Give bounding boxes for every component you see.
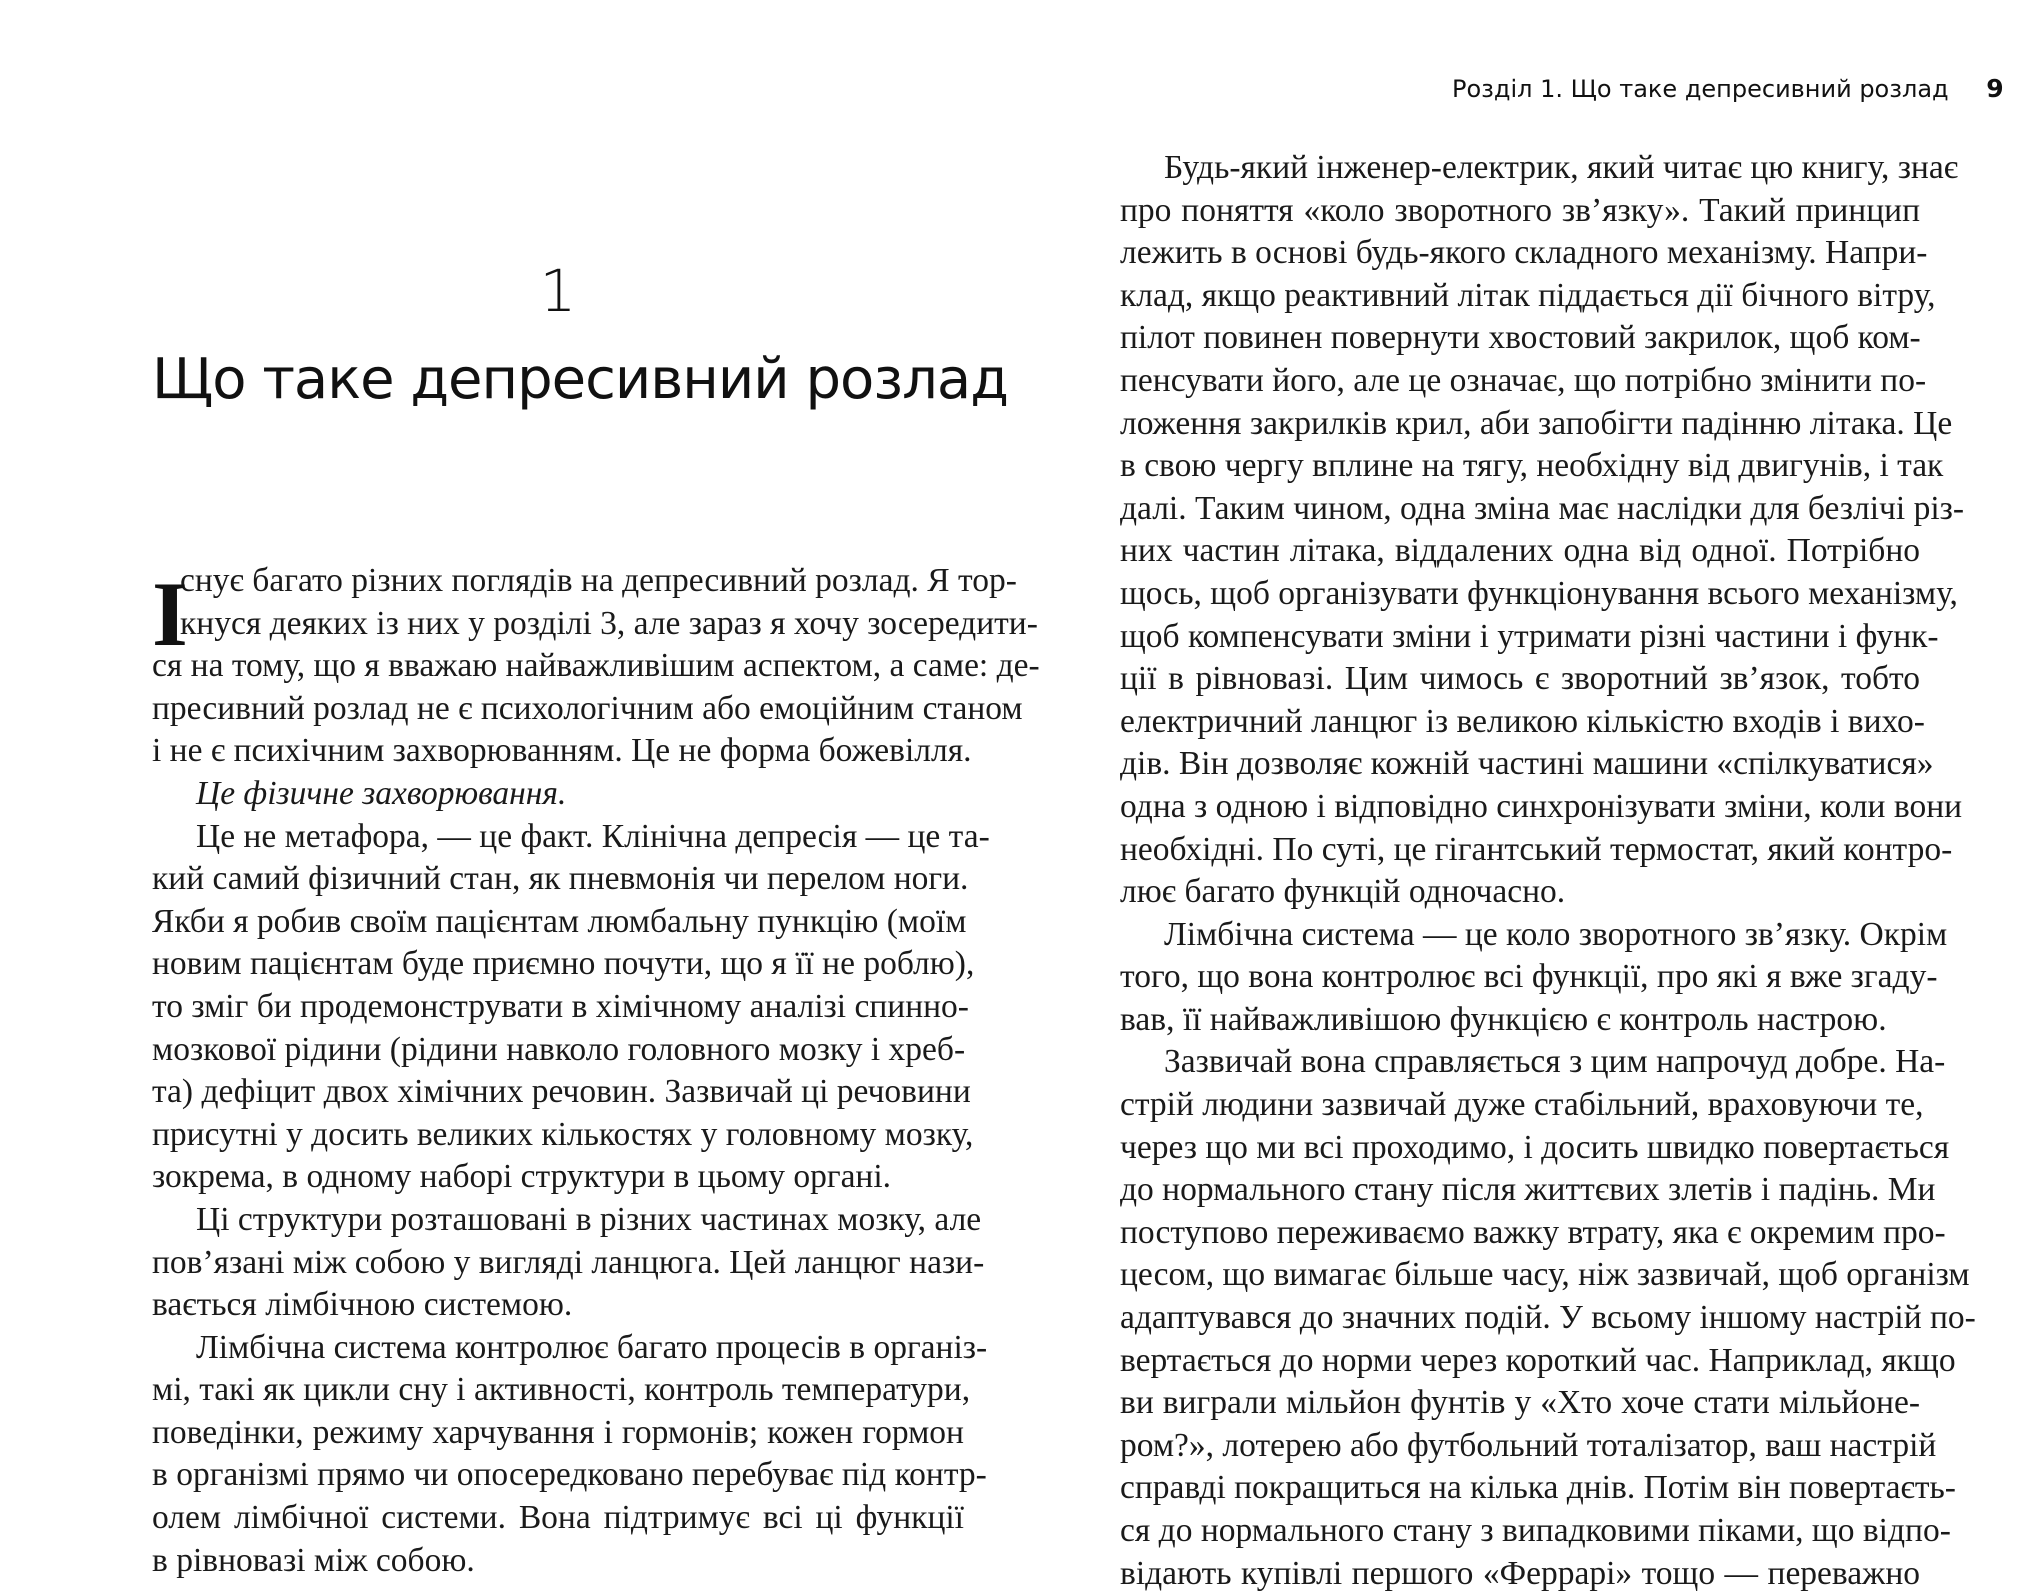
text-line: одна з одною і відповідно синхронізувати зміни, коли вони xyxy=(1120,787,1963,825)
page-number: 9 xyxy=(1986,74,2004,103)
text-line: пов’язані між собою у вигляді ланцюга. Цей ланцюг нази- xyxy=(152,1243,985,1281)
chapter-number: 1 xyxy=(539,257,577,325)
text-line: ції в рівновазі. Цим чимось є зворотний зв’язок, тобто xyxy=(1120,660,1920,698)
text-line: адаптувався до значних подій. У всьому іншому настрій по- xyxy=(1120,1299,1976,1337)
text-line: то зміг би продемонструвати в хімічному аналізі спинно- xyxy=(152,987,969,1025)
running-head xyxy=(1452,74,2004,103)
text-line: Лімбічна система — це коло зворотного зв’язку. Окрім xyxy=(1164,915,1948,953)
text-line: щоб компенсувати зміни і утримати різні частини і функ- xyxy=(1120,617,1939,655)
text-line: щось, щоб організувати функціонування всього механізму, xyxy=(1120,574,1958,612)
text-line: Лімбічна система контролює багато процесів в організ- xyxy=(196,1328,988,1366)
text-line: присутні у досить великих кількостях у головному мозку, xyxy=(152,1115,974,1153)
text-line: олем лімбічної системи. Вона підтримує всі ці функції xyxy=(152,1499,964,1537)
text-line: пілот повинен повернути хвостовий закрилок, щоб ком- xyxy=(1120,319,1921,357)
text-line: в свою чергу вплине на тягу, необхідну від двигунів, і так xyxy=(1120,447,1944,485)
running-head-title: Розділ 1. Що таке депресивний розлад xyxy=(1452,75,1949,103)
text-line: зокрема, в одному наборі структури в цьому органі. xyxy=(152,1158,892,1196)
text-line: Будь-який інженер-електрик, який читає цю книгу, знає xyxy=(1164,149,1959,186)
right-page-lines xyxy=(1120,147,1976,1595)
text-line: в рівновазі між собою. xyxy=(152,1541,475,1579)
text-line: пенсувати його, але це означає, що потрібно змінити по- xyxy=(1120,361,1927,399)
text-line: клад, якщо реактивний літак піддається дії бічного вітру, xyxy=(1120,276,1936,314)
text-line: снує багато різних поглядів на депресивний розлад. Я тор- xyxy=(180,562,1017,599)
text-line: пресивний розлад не є психологічним або емоційним станом xyxy=(152,689,1023,727)
text-line: електричний ланцюг із великою кількістю входів і вихо- xyxy=(1120,702,1925,740)
text-line: про поняття «коло зворотного зв’язку». Такий принцип xyxy=(1120,191,1920,229)
text-line: через що ми всі проходимо, і досить швидко повертається xyxy=(1120,1128,1950,1166)
text-line: Зазвичай вона справляється з цим напрочуд добре. На- xyxy=(1164,1043,1946,1081)
text-line: відають купівлі першого «Феррарі» тощо — переважно xyxy=(1120,1554,1920,1592)
text-line: них частин літака, віддалених одна від одної. Потрібно xyxy=(1120,532,1920,570)
text-line: Це фізичне захворювання. xyxy=(196,774,567,812)
text-line: поведінки, режиму харчування і гормонів; кожен гормон xyxy=(152,1413,964,1451)
chapter-title: Що таке депресивний розлад xyxy=(152,347,1008,412)
drop-cap: І xyxy=(152,563,188,665)
text-line: лежить в основі будь-якого складного механізму. Напри- xyxy=(1120,234,1928,272)
text-line: поступово переживаємо важку втрату, яка є окремим про- xyxy=(1120,1213,1946,1251)
text-line: до нормального стану після життєвих злетів і падінь. Ми xyxy=(1120,1171,1936,1209)
text-line: того, що вона контролює всі функції, про які я вже згаду- xyxy=(1120,958,1938,996)
text-line: далі. Таким чином, одна зміна має наслідки для безлічі різ- xyxy=(1120,489,1965,527)
text-line: і не є психічним захворюванням. Це не форма божевілля. xyxy=(152,732,972,770)
right-page xyxy=(1022,0,2044,1592)
text-line: справді покращиться на кілька днів. Потім він повертаєть- xyxy=(1120,1469,1956,1507)
right-page-body xyxy=(1120,147,1976,1595)
text-line: Якби я робив своїм пацієнтам люмбальну пункцію (моїм xyxy=(152,902,967,940)
text-line: необхідні. По суті, це гігантський термостат, який контро- xyxy=(1120,830,1953,868)
text-line: новим пацієнтам буде приємно почути, що я її не роблю), xyxy=(152,945,975,983)
left-page-lines xyxy=(152,560,1040,1582)
text-line: ви виграли мільйон фунтів у «Хто хоче стати мільйоне- xyxy=(1120,1384,1920,1422)
text-line: кнуся деяких із них у розділі 3, але зараз я хочу зосередити- xyxy=(180,604,1038,642)
text-line: вав, її найважливішою функцією є контроль настрою. xyxy=(1120,1000,1887,1038)
text-line: ся до нормального стану з випадковими піками, що відпо- xyxy=(1120,1512,1951,1549)
text-line: в організмі прямо чи опосередковано перебуває під контр- xyxy=(152,1456,987,1494)
text-line: вається лімбічною системою. xyxy=(152,1286,573,1324)
text-line: та) дефіцит двох хімічних речовин. Зазвичай ці речовини xyxy=(152,1073,971,1111)
text-line: ложення закрилків крил, аби запобігти падінню літака. Це xyxy=(1120,404,1953,442)
text-line: дів. Він дозволяє кожній частині машини «спілкуватися» xyxy=(1120,745,1934,783)
text-line: Це не метафора, — це факт. Клінічна депресія — це та- xyxy=(196,817,990,855)
text-line: кий самий фізичний стан, як пневмонія чи перелом ноги. xyxy=(152,860,969,898)
text-line: мі, такі як цикли сну і активності, контроль температури, xyxy=(152,1371,971,1409)
text-line: ся на тому, що я вважаю найважливішим аспектом, а саме: де- xyxy=(152,647,1040,685)
left-page-body xyxy=(152,560,1040,1582)
text-line: ром?», лотерею або футбольний тоталізатор, ваш настрій xyxy=(1120,1426,1937,1464)
text-line: стрій людини зазвичай дуже стабільний, враховуючи те, xyxy=(1120,1086,1924,1124)
text-line: лює багато функцій одночасно. xyxy=(1120,873,1566,911)
text-line: мозкової рідини (рідини навколо головного мозку і хреб- xyxy=(152,1030,966,1068)
text-line: вертається до норми через короткий час. Наприклад, якщо xyxy=(1120,1341,1956,1379)
text-line: цесом, що вимагає більше часу, ніж зазвичай, щоб організм xyxy=(1120,1256,1970,1294)
text-line: Ці структури розташовані в різних частинах мозку, але xyxy=(196,1200,982,1238)
